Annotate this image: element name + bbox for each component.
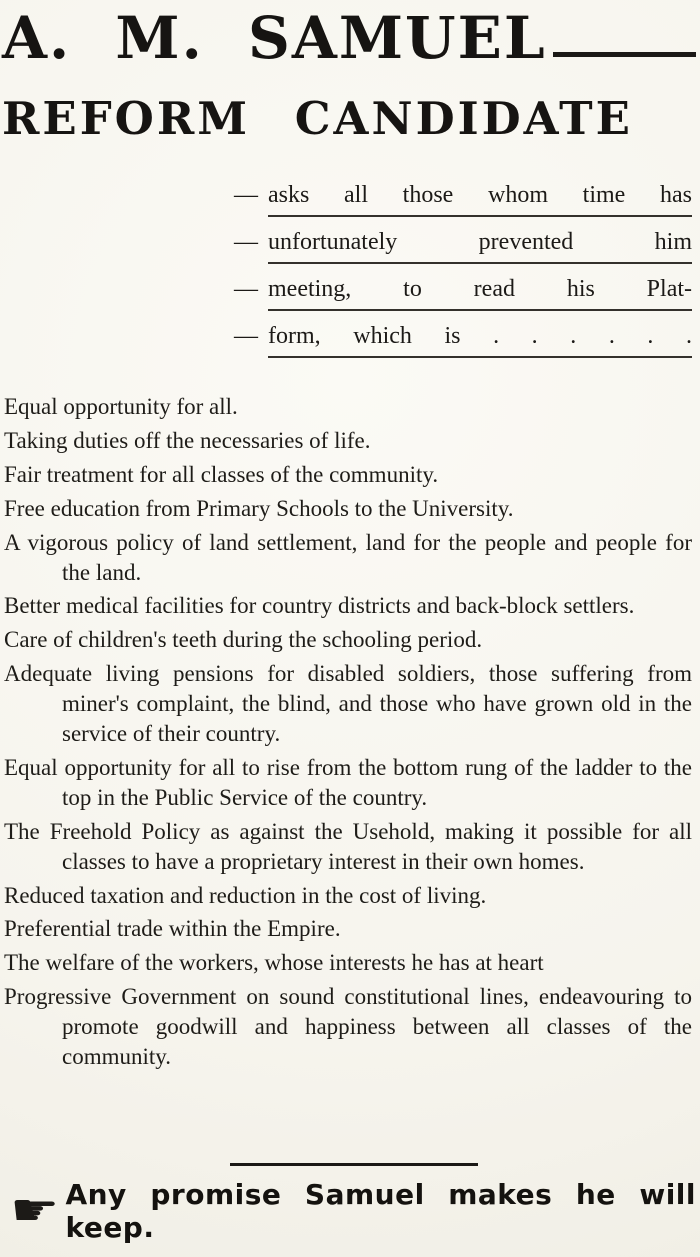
intro-dash: — bbox=[234, 229, 258, 256]
platform-item: Adequate living pensions for disabled soldiers, those suffering from miner's complaint, the blind, and those who have grown old in the service of their country. bbox=[4, 661, 692, 747]
platform-item: Free education from Primary Schools to the University. bbox=[4, 495, 514, 521]
intro-dash: — bbox=[234, 323, 258, 350]
platform-item: Better medical facilities for country districts and back-block settlers. bbox=[4, 593, 635, 619]
platform-item: A vigorous policy of land settlement, land for the people and people for the land. bbox=[4, 529, 692, 585]
platform-item: Equal opportunity for all. bbox=[4, 394, 238, 420]
platform-item: Preferential trade within the Empire. bbox=[4, 916, 341, 942]
candidate-name: A. M. SAMUEL bbox=[2, 4, 547, 72]
platform-item: Progressive Government on sound constitutional lines, endeavouring to promote goodwill and happiness between all classes of the community. bbox=[4, 984, 692, 1069]
intro-line bbox=[234, 227, 692, 264]
platform-item: The welfare of the workers, whose interests he has at heart bbox=[4, 950, 544, 976]
intro-line-text: unfortunately prevented him bbox=[268, 227, 692, 264]
pointing-hand-icon: ☛ bbox=[10, 1185, 60, 1236]
platform-list bbox=[4, 392, 692, 1072]
footer-slogan: Any promise Samuel makes he will keep. bbox=[65, 1178, 696, 1244]
intro-line bbox=[234, 274, 692, 311]
platform-item: Fair treatment for all classes of the community. bbox=[4, 461, 439, 487]
platform-item: Equal opportunity for all to rise from the bottom rung of the ladder to the top in the Public Service of the country. bbox=[4, 754, 692, 810]
footer-divider bbox=[230, 1163, 478, 1166]
intro-dash: — bbox=[234, 276, 258, 303]
intro-line-text: meeting, to read his Plat- bbox=[268, 274, 692, 311]
platform-item: Taking duties off the necessaries of life. bbox=[4, 428, 371, 454]
title-underline bbox=[553, 8, 696, 57]
intro-line-text: asks all those whom time has bbox=[268, 180, 692, 217]
poster-subtitle: REFORM CANDIDATE bbox=[2, 91, 633, 145]
platform-item: Care of children's teeth during the schooling period. bbox=[4, 627, 483, 653]
intro-line bbox=[234, 321, 692, 358]
platform-item: Reduced taxation and reduction in the cost of living. bbox=[4, 882, 487, 908]
poster-title-row bbox=[2, 4, 696, 72]
footer bbox=[10, 1178, 696, 1244]
platform-item: The Freehold Policy as against the Usehold, making it possible for all classes to have a proprietary interest in their own homes. bbox=[4, 818, 692, 874]
intro-line-text: form, which is . . . . . . bbox=[268, 321, 692, 358]
intro-block bbox=[234, 180, 692, 358]
intro-dash: — bbox=[234, 182, 258, 209]
intro-line bbox=[234, 180, 692, 217]
